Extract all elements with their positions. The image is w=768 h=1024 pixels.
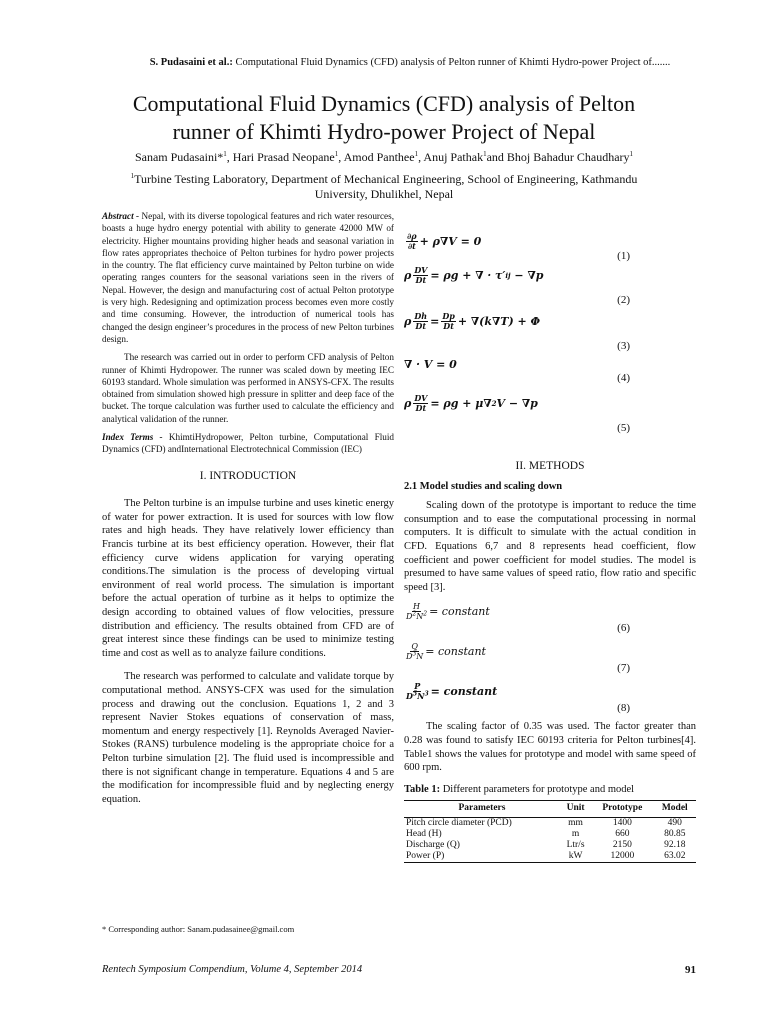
table-cell: Head (H) — [406, 828, 442, 839]
table-cell: m — [571, 828, 580, 839]
table-row — [404, 829, 696, 840]
corresponding-author-footnote: * Corresponding author: Sanam.pudasainee@gmail.com — [102, 924, 295, 934]
equation-8 — [404, 680, 696, 720]
table-cell: 490 — [667, 817, 682, 828]
index-terms-lead: Index Terms - — [102, 432, 163, 443]
equation-1-number: (1) — [617, 250, 630, 262]
table-1-caption-lead: Table 1: — [404, 783, 441, 795]
table-cell: 660 — [615, 828, 630, 839]
index-terms — [102, 431, 394, 456]
equation-5 — [404, 394, 696, 446]
left-column — [102, 210, 394, 816]
title-line-1: Computational Fluid Dynamics (CFD) analysis of Pelton — [132, 91, 636, 116]
table-cell: Ltr/s — [566, 839, 585, 850]
equation-8-expr: $\frac{P}{D^5N^3}$ = constant — [406, 681, 498, 702]
affiliation-line-1: $^1$Turbine Testing Laboratory, Department of Mechanical Engineering, School of Engineering, Kathmandu — [130, 172, 638, 186]
table-header-unit: Unit — [560, 801, 591, 818]
title-line-2: runner of Khimti Hydro-power Project of Nepal — [172, 119, 596, 144]
table-cell: Pitch circle diameter (PCD) — [406, 817, 512, 828]
equation-2-expr: ρ $\frac{DV}{Dt}$ = ρg + ∇ · τ′ ij − ∇p — [404, 265, 544, 285]
equation-3-expr: ρ $\frac{Dh}{Dt}$ = $\frac{Dp}{Dt}$ + ∇(k∇T) + Φ — [404, 311, 541, 331]
equation-4-expr: ∇ · V = 0 — [404, 358, 457, 371]
paper-title — [60, 90, 708, 146]
equation-1-expr: $\frac{\partial\rho}{\partial t}$ + ρ∇V = 0 — [407, 231, 482, 251]
author-list: Sanam Pudasaini*$^1$, Hari Prasad Neopane$^1$, Amod Panthee$^1$, Anuj Pathak$^1$and Bhoj Bahadur Chaudhary$^1$ — [134, 150, 634, 164]
equation-5-expr: ρ $\frac{DV}{Dt}$ = ρg + μ∇ 2 V − ∇p — [404, 393, 538, 413]
page-number: 91 — [685, 964, 696, 976]
running-head — [100, 57, 720, 68]
equation-4-number: (4) — [617, 372, 630, 384]
section-heading-introduction: I. INTRODUCTION — [199, 469, 297, 482]
equation-3-number: (3) — [617, 340, 630, 352]
table-cell: 1400 — [612, 817, 632, 828]
abstract-paragraph-2: The research was carried out in order to perform CFD analysis of Pelton runner of Khimti Hydropower. The runner was scaled down by meeting IEC 60193 standard. Whole simulation was performed in ANSYS-CFX. The results obtained from simulation showed high pressure in splitter and deep face of the bucket. The torque calculation was further used to calculate the efficiency and analytical validation of the runner. — [102, 352, 394, 424]
running-head-title: Computational Fluid Dynamics (CFD) analysis of Pelton runner of Khimti Hydro-power Project of....... — [235, 57, 671, 68]
equation-5-number: (5) — [617, 422, 630, 434]
table-1-caption — [404, 783, 696, 797]
abstract-text-1: Nepal, with its diverse topological features and rich water resources, boasts a huge hydro energy potential with ability to generate 42000 MW of electricity. Higher mountains providing higher heads and seasonal variation in flow rates appropriates thechoice of Pelton turbines for hydro power projects in the country. The flat efficiency curve maintained by Pelton turbine on wide operating ranges counters for the seasonal variations seen in the rivers of Nepal. However, the design and manufacturing cost of actual Pelton prototype is very high. Redesigning and optimization process becomes even more costly and time consuming. However, the introduction of numerical tools has changed the design engineer’s procedures in the process of new Pelton turbines design. — [102, 211, 394, 344]
equation-6 — [404, 600, 696, 640]
affiliation — [90, 172, 678, 202]
equation-3 — [404, 312, 696, 358]
equation-2-number: (2) — [617, 294, 630, 306]
table-cell: 80.85 — [664, 828, 686, 839]
table-row — [404, 817, 696, 829]
table-1-caption-text: Different parameters for prototype and model — [442, 783, 635, 795]
table-cell: 63.02 — [654, 851, 696, 863]
intro-paragraph-2: The research was performed to calculate and validate torque by computational method. ANSYS-CFX was used for the simulation process and drawing out the conclusion. Equations 1, 2 and 3 represent Navier Stokes equations of conservation of mass, momentum and energy respectively [1]. Reynolds Averaged Navier-Stokes (RANS) turbulence modeling is the appropriate choice for a Pelton turbine simulation [2]. The fluid used is incompressible and there is not significant change in temperature. Equations 4 and 5 are the modification for incompressible fluid and by neglecting energy equation. — [102, 671, 394, 805]
table-cell: 2150 — [612, 839, 632, 850]
journal-footer: Rentech Symposium Compendium, Volume 4, September 2014 — [102, 964, 363, 975]
table-cell: mm — [568, 817, 583, 828]
equation-1 — [404, 230, 696, 266]
abstract-lead: Abstract - — [102, 211, 140, 221]
table-cell: Discharge (Q) — [406, 839, 460, 850]
equation-6-number: (6) — [617, 622, 630, 635]
subsection-heading-model-studies: 2.1 Model studies and scaling down — [404, 480, 563, 492]
section-heading-methods: II. METHODS — [515, 460, 585, 472]
methods-paragraph-2: The scaling factor of 0.35 was used. The factor greater than 0.28 was found to satisfy IEC 60193 criteria for Pelton turbines[4]. Table1 shows the values for prototype and model with same speed of 600 rpm. — [404, 721, 696, 774]
table-header-prototype: Prototype — [591, 801, 653, 818]
table-cell: kW — [560, 851, 591, 863]
equation-2 — [404, 266, 696, 312]
table-row — [404, 851, 696, 863]
methods-paragraph-1: Scaling down of the prototype is important to reduce the time consumption and to ease the computational processing in normal computers. It is difficult to simulate with the actual condition in CFD. Equations 6,7 and 8 represents head coefficient, flow coefficient and power coefficient for model studies. The model is presumed to have same values of speed ratio, flow ratio and specific speed [3]. — [404, 500, 696, 593]
intro-paragraph-1: The Pelton turbine is an impulse turbine and uses kinetic energy of water for power extraction. It is used for sources with low flow rates and high heads. They have relatively lower efficiency than Francis turbine at its best efficiency operation. However, their flat efficiency curve widens application for varying operating conditions.The simulation is the process of developing virtual environment of real world process. The simulation is important before the actual operation of turbine as it helps to optimize the design according to obtained values of flow velocities, pressure distribution and efficiency. The results obtained from CFD are of great interest since these findings can be used to minimize testing time and cost as well as to analyze failure conditions. — [102, 498, 394, 659]
table-header-parameters: Parameters — [404, 801, 560, 818]
parameters-table — [404, 800, 696, 863]
table-header-model: Model — [654, 801, 696, 818]
index-terms-text: KhimtiHydropower, Pelton turbine, Computational Fluid Dynamics (CFD) andInternational Electrotechnical Commission (IEC) — [102, 432, 394, 455]
running-head-authors: S. Pudasaini et al.: — [149, 57, 233, 68]
equation-7-number: (7) — [617, 662, 630, 675]
equation-8-number: (8) — [617, 702, 630, 715]
equation-7-expr: $\frac{Q}{D^3N}$ = constant — [406, 642, 486, 662]
table-cell: Power (P) — [404, 851, 560, 863]
table-cell: 12000 — [591, 851, 653, 863]
table-header-row — [404, 801, 696, 818]
equation-7 — [404, 640, 696, 680]
table-row — [404, 840, 696, 851]
right-column — [404, 210, 696, 863]
table-cell: 92.18 — [664, 839, 686, 850]
abstract — [102, 210, 394, 456]
equation-4 — [404, 358, 696, 394]
abstract-paragraph-1 — [102, 210, 394, 345]
affiliation-line-2: University, Dhulikhel, Nepal — [314, 187, 454, 201]
equation-6-expr: $\frac{H}{D^2N^2}$ = constant — [406, 602, 490, 622]
